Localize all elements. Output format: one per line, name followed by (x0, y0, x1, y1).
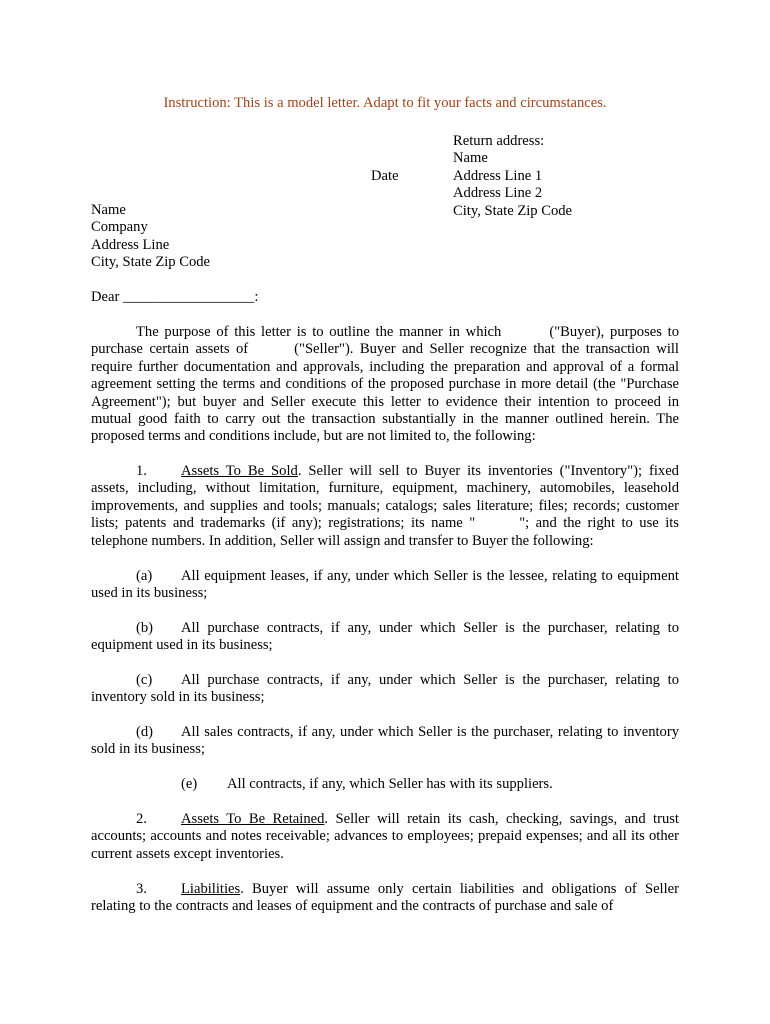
list-item-a-letter: (a) (136, 568, 153, 584)
recipient-address: Address Line (91, 236, 170, 253)
intro-text-3: ("Seller"). Buyer and Seller recognize that the transaction will require further documentation and approvals, including the preparation and approval of a formal agreement setting the terms and conditions of the proposed purchase in more detail (the "Purchase Agreement"); but buyer and Seller execute this letter to evidence their intention to proceed in mutual good faith to carry out the transaction substantially in the manner outlined herein. The proposed terms and conditions include, but are not limited to, the following: (91, 341, 679, 445)
list-item-b (91, 620, 679, 655)
list-item-b-letter: (b) (136, 620, 154, 636)
list-item-e-text: All contracts, if any, which Seller has with its suppliers. (227, 776, 553, 792)
section-1-number: 1. (136, 463, 147, 479)
recipient-address-block (91, 202, 210, 272)
date-label: Date (371, 168, 399, 184)
section-2-text: . Seller will retain its cash, checking, savings, and trust accounts; accounts and notes receivable; advances to employees; prepaid expenses; and all its other current assets except inventories. (91, 811, 679, 862)
list-item-b-text: All purchase contracts, if any, under which Seller is the purchaser, relating to equipment used in its business; (91, 620, 679, 654)
list-item-d (91, 724, 679, 759)
section-2-number: 2. (136, 811, 147, 827)
return-address-city: City, State Zip Code (453, 202, 573, 219)
section-1-paragraph (91, 463, 679, 550)
section-3-paragraph (91, 881, 679, 916)
intro-paragraph (91, 324, 679, 446)
section-1-heading: Assets To Be Sold (181, 463, 298, 479)
list-item-c-text: All purchase contracts, if any, under which Seller is the purchaser, relating to inventory sold in its business; (91, 672, 679, 706)
return-address-line1: Address Line 1 (453, 167, 543, 184)
recipient-name: Name (91, 202, 126, 218)
section-1-text-a: . Seller will sell to Buyer its inventories ("Inventory"); fixed assets, including, without limitation, furniture, equipment, machinery, automobiles, leasehold improvements, and supplies and tools; manuals; catalogs; sales literature; files; records; customer lists; patents and trademarks (if any); registrations; its name " (91, 463, 679, 532)
section-3-number: 3. (136, 881, 147, 897)
section-3-text: . Buyer will assume only certain liabilities and obligations of Seller relating to the contracts and leases of equipment and the contracts of purchase and sale of (91, 881, 679, 915)
section-2-heading: Assets To Be Retained (181, 811, 325, 827)
recipient-company: Company (91, 219, 148, 236)
section-2-paragraph (91, 811, 679, 863)
list-item-c-letter: (c) (136, 672, 153, 688)
list-item-d-letter: (d) (136, 724, 154, 740)
return-address-block (453, 133, 572, 220)
recipient-city: City, State Zip Code (91, 254, 211, 271)
section-1-text-b: "; and the right to use its telephone numbers. In addition, Seller will assign and transfer to Buyer the following: (91, 515, 679, 549)
instruction-note: Instruction: This is a model letter. Adapt to fit your facts and circumstances. (163, 95, 607, 111)
list-item-a-text: All equipment leases, if any, under which Seller is the lessee, relating to equipment used in its business; (91, 568, 679, 602)
intro-text-1: The purpose of this letter is to outline the manner in which (136, 324, 502, 340)
list-item-d-text: All sales contracts, if any, under which Seller is the purchaser, relating to inventory sold in its business; (91, 724, 679, 758)
list-item-c (91, 672, 679, 707)
return-address-name: Name (453, 150, 488, 167)
return-address-heading: Return address: (453, 133, 545, 149)
list-item-a (91, 568, 679, 603)
return-address-line2: Address Line 2 (453, 185, 543, 202)
section-3-heading: Liabilities (181, 881, 241, 897)
intro-text-2: ("Buyer), purposes to purchase certain assets of (91, 324, 680, 358)
list-item-e (181, 776, 553, 793)
list-item-e-letter: (e) (181, 776, 198, 792)
salutation: Dear __________________: (91, 289, 259, 305)
